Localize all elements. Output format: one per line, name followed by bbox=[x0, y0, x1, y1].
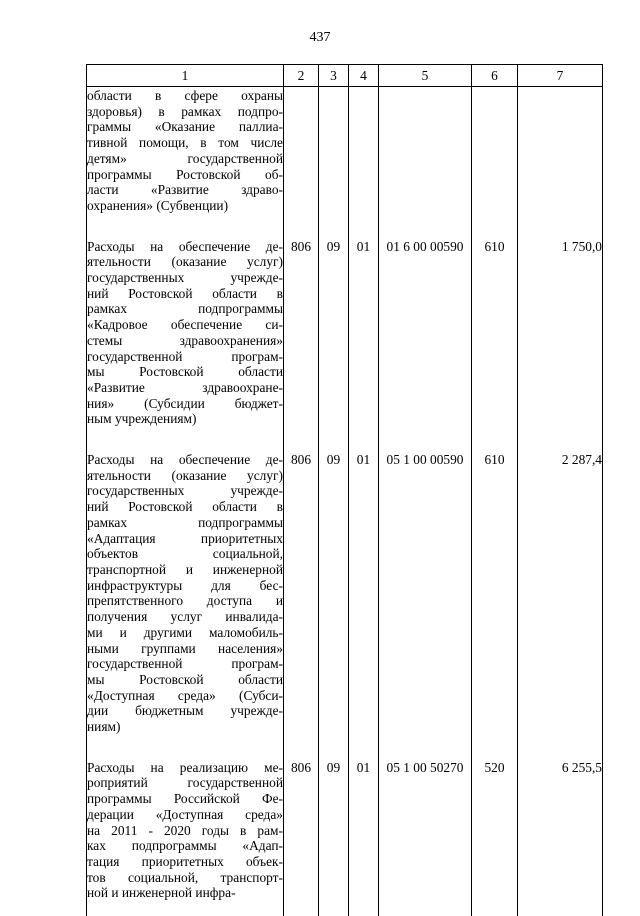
description-line: ний Ростовской области в bbox=[87, 285, 283, 301]
description-line: роприятий государственной bbox=[87, 775, 283, 791]
description-line: охранения» (Субвенции) bbox=[87, 197, 229, 213]
section-code: 09 bbox=[319, 750, 349, 916]
target-article-code: 05 1 00 50270 bbox=[379, 750, 472, 916]
description-line: рамках подпрограммы bbox=[87, 514, 283, 530]
description-line: государственных учрежде- bbox=[87, 483, 283, 499]
description-line: «Доступная среда» (Субси- bbox=[87, 687, 283, 703]
description-line: государственных учрежде- bbox=[87, 270, 283, 286]
amount: 2 287,4 bbox=[518, 442, 603, 750]
ministry-code bbox=[284, 87, 319, 229]
row-description bbox=[87, 229, 284, 442]
subsection-code: 01 bbox=[349, 442, 379, 750]
description-line: граммы «Оказание паллиа- bbox=[87, 119, 283, 135]
description-line: «Развитие здравоохране- bbox=[87, 379, 283, 395]
expense-type-code: 610 bbox=[472, 229, 518, 442]
header-col-2: 2 bbox=[284, 65, 319, 87]
description-line: дии бюджетным учрежде- bbox=[87, 703, 283, 719]
table-row bbox=[87, 229, 603, 442]
expense-type-code: 610 bbox=[472, 442, 518, 750]
description-line: ными группами населения» bbox=[87, 640, 283, 656]
header-col-6: 6 bbox=[472, 65, 518, 87]
description-line: ми и другими маломобиль- bbox=[87, 624, 283, 640]
description-line: «Адаптация приоритетных bbox=[87, 530, 283, 546]
description-line: тов социальной, транспорт- bbox=[87, 869, 283, 885]
description-line: тация приоритетных объек- bbox=[87, 853, 283, 869]
description-line: мы Ростовской области bbox=[87, 671, 283, 687]
expense-type-code: 520 bbox=[472, 750, 518, 916]
amount: 1 750,0 bbox=[518, 229, 603, 442]
expense-type-code bbox=[472, 87, 518, 229]
section-code: 09 bbox=[319, 442, 349, 750]
description-line: дерации «Доступная среда» bbox=[87, 806, 283, 822]
section-code: 09 bbox=[319, 229, 349, 442]
header-col-3: 3 bbox=[319, 65, 349, 87]
description-line: ятельности (оказание услуг) bbox=[87, 254, 283, 270]
description-line: инфраструктуры для бес- bbox=[87, 577, 283, 593]
description-line: ласти «Развитие здраво- bbox=[87, 182, 283, 198]
table-row bbox=[87, 442, 603, 750]
header-col-7: 7 bbox=[518, 65, 603, 87]
description-line: государственной програм- bbox=[87, 348, 283, 364]
description-line: объектов социальной, bbox=[87, 546, 283, 562]
description-line: программы Ростовской об- bbox=[87, 166, 283, 182]
ministry-code: 806 bbox=[284, 750, 319, 916]
description-line: на 2011 - 2020 годы в рам- bbox=[87, 822, 283, 838]
target-article-code: 01 6 00 00590 bbox=[379, 229, 472, 442]
description-line: государственной програм- bbox=[87, 656, 283, 672]
description-line: ках подпрограммы «Адап- bbox=[87, 838, 283, 854]
subsection-code bbox=[349, 87, 379, 229]
header-row bbox=[87, 65, 603, 87]
header-col-1: 1 bbox=[87, 65, 284, 87]
description-line: тивной помощи, в том числе bbox=[87, 135, 283, 151]
description-line: препятственного доступа и bbox=[87, 593, 283, 609]
target-article-code: 05 1 00 00590 bbox=[379, 442, 472, 750]
description-line: здоровья) в рамках подпро- bbox=[87, 103, 283, 119]
budget-table bbox=[86, 64, 603, 916]
header-col-5: 5 bbox=[379, 65, 472, 87]
ministry-code: 806 bbox=[284, 442, 319, 750]
amount: 6 255,5 bbox=[518, 750, 603, 916]
description-line: Расходы на обеспечение де- bbox=[87, 452, 283, 468]
row-description bbox=[87, 442, 284, 750]
description-line: «Кадровое обеспечение си- bbox=[87, 317, 283, 333]
ministry-code: 806 bbox=[284, 229, 319, 442]
description-line: Расходы на реализацию ме- bbox=[87, 759, 283, 775]
description-line: ной и инженерной инфра- bbox=[87, 885, 236, 901]
description-line: мы Ростовской области bbox=[87, 364, 283, 380]
target-article-code bbox=[379, 87, 472, 229]
description-line: Расходы на обеспечение де- bbox=[87, 238, 283, 254]
description-line: получения услуг инвалида- bbox=[87, 609, 283, 625]
description-line: программы Российской Фе- bbox=[87, 791, 283, 807]
header-col-4: 4 bbox=[349, 65, 379, 87]
subsection-code: 01 bbox=[349, 750, 379, 916]
subsection-code: 01 bbox=[349, 229, 379, 442]
amount bbox=[518, 87, 603, 229]
row-description bbox=[87, 87, 284, 229]
description-line: стемы здравоохранения» bbox=[87, 332, 283, 348]
description-line: транспортной и инженерной bbox=[87, 561, 283, 577]
description-line: области в сфере охраны bbox=[87, 88, 283, 103]
description-line: рамках подпрограммы bbox=[87, 301, 283, 317]
description-line: ниям) bbox=[87, 719, 121, 735]
section-code bbox=[319, 87, 349, 229]
table-row bbox=[87, 750, 603, 916]
row-description bbox=[87, 750, 284, 916]
description-line: ятельности (оказание услуг) bbox=[87, 467, 283, 483]
description-line: детям» государственной bbox=[87, 150, 283, 166]
table-row bbox=[87, 87, 603, 229]
description-line: ния» (Субсидии бюджет- bbox=[87, 395, 283, 411]
page-number: 437 bbox=[309, 30, 331, 45]
description-line: ным учреждениям) bbox=[87, 411, 197, 427]
description-line: ний Ростовской области в bbox=[87, 499, 283, 515]
